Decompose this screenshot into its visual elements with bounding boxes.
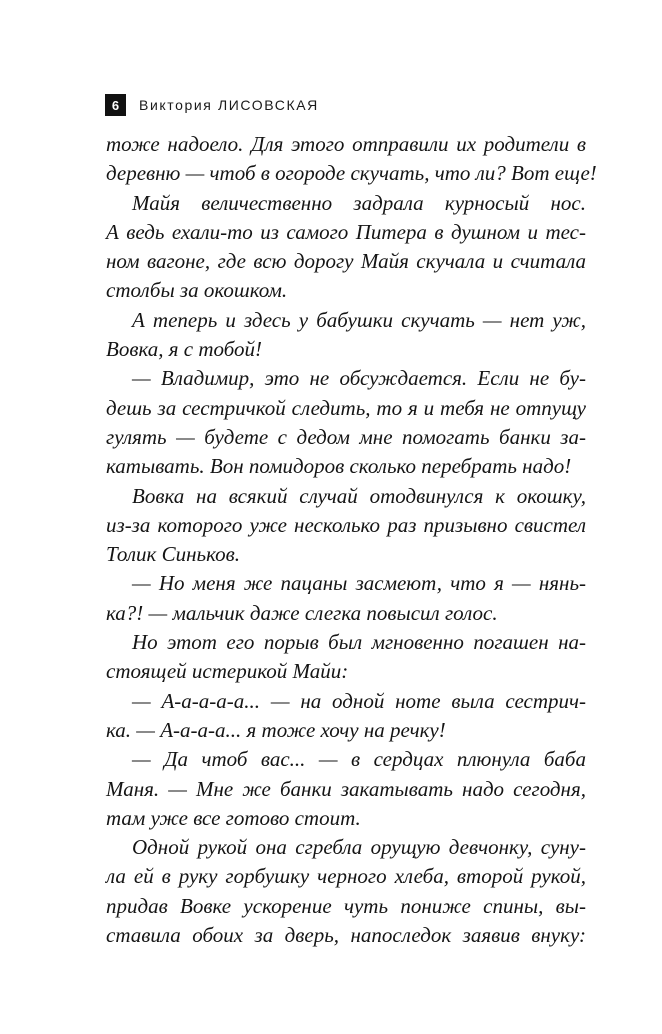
text-line: — Владимир, это не обсуждается. Если не бу-: [132, 366, 586, 391]
text-line: Вовка на всякий случай отодвинулся к окошку,: [132, 483, 586, 508]
text-line: деревню — чтоб в огороде скучать, что ли? Вот еще!: [106, 161, 597, 186]
text-line: Толик Синьков.: [106, 542, 240, 567]
page-number: 6: [105, 94, 126, 116]
text-line: — Да чтоб вас... — в сердцах плюнула баба: [132, 747, 586, 772]
text-line: — Но меня же пацаны засмеют, что я — нянь-: [132, 571, 586, 596]
text-line: ном вагоне, где всю дорогу Майя скучала и считала: [106, 249, 586, 274]
text-line: катывать. Вон помидоров сколько перебрать надо!: [106, 454, 572, 479]
text-line: Майя величественно задрала курносый нос.: [132, 190, 586, 215]
text-line: А ведь ехали-то из самого Питера в душном и тес-: [106, 219, 586, 244]
text-line: стоящей истерикой Майи:: [106, 659, 349, 684]
text-line: тоже надоело. Для этого отправили их родители в: [106, 132, 586, 156]
text-line: дешь за сестричкой следить, то я и тебя не отпущу: [106, 395, 586, 420]
text-line: там уже все готово стоит.: [106, 805, 361, 830]
text-line: придав Вовке ускорение чуть пониже спины, вы-: [106, 893, 586, 918]
text-line: Маня. — Мне же банки закатывать надо сегодня,: [106, 776, 586, 801]
text-line: Вовка, я с тобой!: [106, 337, 262, 362]
text-line: Одной рукой она сгребла орущую девчонку, суну-: [132, 835, 586, 860]
text-line: ка?! — мальчик даже слегка повысил голос.: [106, 600, 498, 625]
text-line: столбы за окошком.: [106, 278, 288, 303]
text-line: — А-а-а-а-а... — на одной ноте выла сестрич-: [132, 688, 586, 713]
text-line: из-за которого уже несколько раз призывно свистел: [106, 512, 586, 537]
running-head: [105, 94, 319, 116]
text-line: ставила обоих за дверь, напоследок заявив внуку:: [106, 923, 586, 948]
body-text: [106, 130, 597, 950]
author-name: Виктория ЛИСОВСКАЯ: [139, 97, 319, 113]
text-line: гулять — будете с дедом мне помогать банки за-: [106, 424, 586, 449]
text-line: А теперь и здесь у бабушки скучать — нет уж,: [132, 307, 586, 332]
text-line: ла ей в руку горбушку черного хлеба, второй рукой,: [106, 864, 586, 889]
text-line: ка. — А-а-а-а... я тоже хочу на речку!: [106, 717, 446, 742]
text-line: Но этот его порыв был мгновенно погашен на-: [132, 630, 586, 655]
